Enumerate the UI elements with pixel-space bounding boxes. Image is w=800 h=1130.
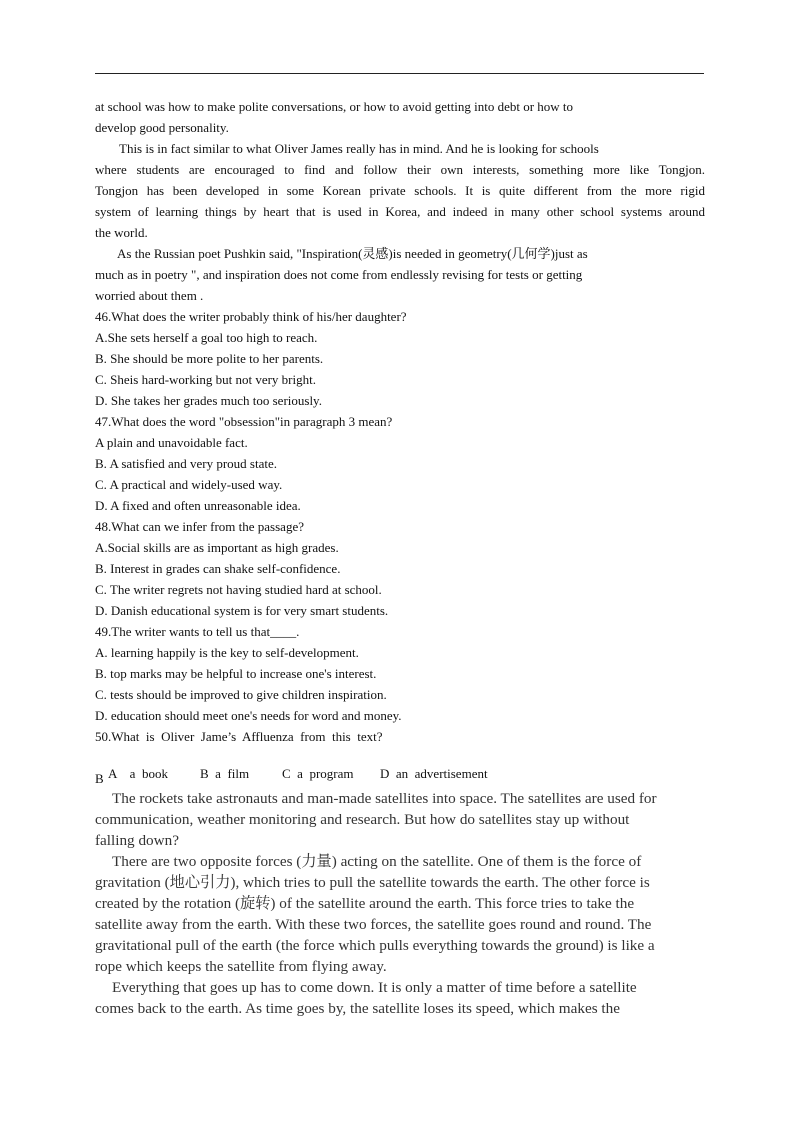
question-46-option-b: B. She should be more polite to her parents. bbox=[95, 351, 324, 366]
question-47-option-c: C. A practical and widely-used way. bbox=[95, 477, 283, 492]
passage-b-line: comes back to the earth. As time goes by, the satellite loses its speed, which makes the bbox=[95, 1000, 620, 1017]
reading-passage-b bbox=[95, 0, 705, 1130]
question-48-option-a: A.Social skills are as important as high grades. bbox=[95, 540, 339, 555]
passage-line: system of learning things by heart that is used in Korea, and indeed in many other school systems around bbox=[95, 204, 705, 219]
passage-b-line: rope which keeps the satellite from flying away. bbox=[95, 958, 387, 975]
question-48-option-b: B. Interest in grades can shake self-confidence. bbox=[95, 561, 341, 576]
question-46-option-d: D. She takes her grades much too seriously. bbox=[95, 393, 322, 408]
question-47-option-b: B. A satisfied and very proud state. bbox=[95, 456, 277, 471]
passage-b-line: Everything that goes up has to come down. It is only a matter of time before a satellite bbox=[112, 979, 637, 996]
passage-b-line: falling down? bbox=[95, 832, 179, 849]
question-49-option-d: D. education should meet one's needs for word and money. bbox=[95, 708, 402, 723]
passage-b-line: gravitational pull of the earth (the force which pulls everything towards the ground) is like a bbox=[95, 937, 655, 954]
passage-line: develop good personality. bbox=[95, 120, 229, 135]
passage-line: Tongjon has been developed in some Korean private schools. It is quite different from the more rigid bbox=[95, 183, 705, 198]
question-48-stem: 48.What can we infer from the passage? bbox=[95, 519, 304, 534]
passage-b-line: satellite away from the earth. With these two forces, the satellite goes round and round. The bbox=[95, 916, 652, 933]
question-47-option-a: A plain and unavoidable fact. bbox=[95, 435, 248, 450]
question-50-option-b: B a film bbox=[200, 766, 250, 781]
passage-b-line: communication, weather monitoring and research. But how do satellites stay up without bbox=[95, 811, 630, 828]
question-47-stem: 47.What does the word "obsession"in paragraph 3 mean? bbox=[95, 414, 393, 429]
question-49-stem: 49.The writer wants to tell us that____. bbox=[95, 624, 300, 639]
question-50-option-d: D an advertisement bbox=[380, 766, 488, 781]
question-50-option-a: A a book bbox=[108, 766, 168, 781]
question-46-stem: 46.What does the writer probably think of his/her daughter? bbox=[95, 309, 407, 324]
question-49-option-a: A. learning happily is the key to self-development. bbox=[95, 645, 359, 660]
passage-line: worried about them . bbox=[95, 288, 204, 303]
passage-b-line: created by the rotation (旋转) of the satellite around the earth. This force tries to take the bbox=[95, 895, 635, 912]
passage-b-line: There are two opposite forces (力量) acting on the satellite. One of them is the force of bbox=[112, 853, 642, 870]
passage-line: much as in poetry ", and inspiration does not come from endlessly revising for tests or getting bbox=[95, 267, 583, 282]
question-48-option-d: D. Danish educational system is for very smart students. bbox=[95, 603, 389, 618]
passage-b-line: The rockets take astronauts and man-made satellites into space. The satellites are used for bbox=[112, 790, 657, 807]
passage-line: the world. bbox=[95, 225, 148, 240]
passage-line: where students are encouraged to find and follow their own interests, something more like Tongjon. bbox=[95, 162, 705, 177]
question-46-option-c: C. Sheis hard-working but not very bright. bbox=[95, 372, 316, 387]
section-b-label: B bbox=[95, 771, 104, 786]
passage-line: As the Russian poet Pushkin said, "Inspiration(灵感)is needed in geometry(几何学)just as bbox=[117, 246, 588, 261]
passage-line: This is in fact similar to what Oliver James really has in mind. And he is looking for schools bbox=[119, 141, 599, 156]
question-50-option-c: C a program bbox=[282, 766, 354, 781]
question-46-option-a: A.She sets herself a goal too high to reach. bbox=[95, 330, 318, 345]
question-50-stem: 50.What is Oliver Jame’s Affluenza from this text? bbox=[95, 729, 383, 744]
passage-line: at school was how to make polite conversations, or how to avoid getting into debt or how to bbox=[95, 99, 574, 114]
question-49-option-b: B. top marks may be helpful to increase one's interest. bbox=[95, 666, 377, 681]
passage-b-line: gravitation (地心引力), which tries to pull the satellite towards the earth. The other force is bbox=[95, 874, 650, 891]
question-47-option-d: D. A fixed and often unreasonable idea. bbox=[95, 498, 301, 513]
question-49-option-c: C. tests should be improved to give children inspiration. bbox=[95, 687, 387, 702]
question-48-option-c: C. The writer regrets not having studied hard at school. bbox=[95, 582, 382, 597]
